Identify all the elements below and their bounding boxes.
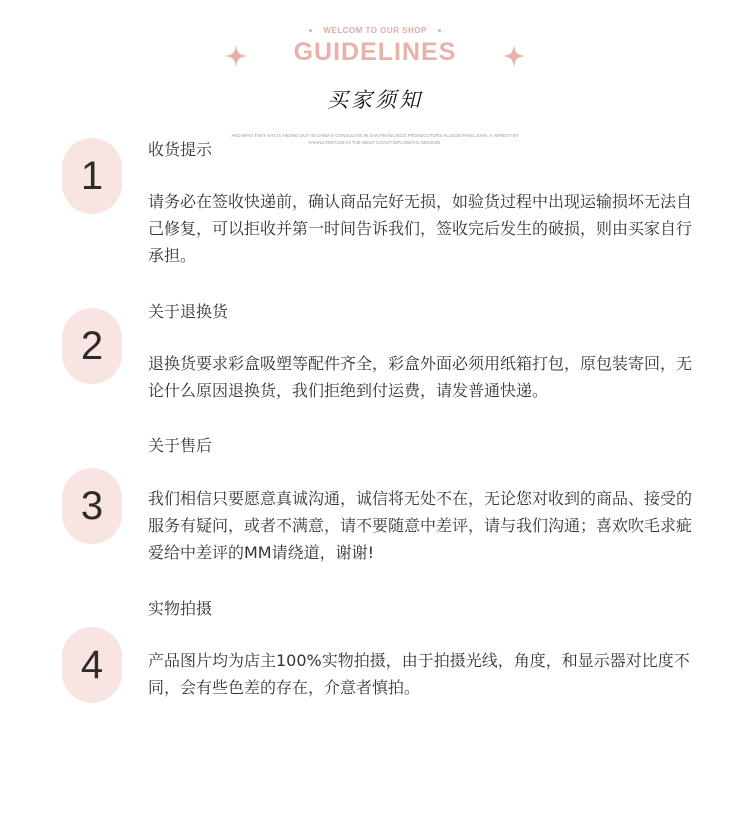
four-point-star-icon bbox=[502, 44, 526, 68]
section-body: 产品图片均为店主100%实物拍摄，由于拍摄光线，角度，和显示器对比度不同，会有些色差的存在，介意者慎拍。 bbox=[148, 651, 690, 697]
section-number-badge: 3 bbox=[62, 468, 122, 544]
tagline: AND WHO THEY SAY IS HIDING OUT IN CHINA'S CONSULATE IN SAN FRANCISCO,PROSECUTORS ALLEGE.FANG JUAN, A ARREST BY TAKING REFUGE IN THE WEST COAST DIPLOMATIC MISSION. bbox=[231, 133, 519, 145]
welcome-text: WELCOM TO OUR SHOP bbox=[323, 26, 427, 35]
welcome-line bbox=[0, 26, 750, 35]
dot-icon bbox=[309, 29, 312, 32]
guidelines-header bbox=[0, 0, 750, 150]
section-number-badge: 1 bbox=[62, 138, 122, 214]
section-number-badge: 2 bbox=[62, 308, 122, 384]
dot-icon bbox=[438, 29, 441, 32]
section-number-badge: 4 bbox=[62, 627, 122, 703]
section-body: 请务必在签收快递前，确认商品完好无损，如验货过程中出现运输损坏无法自己修复，可以拒收并第一时间告诉我们，签收完后发生的破损，则由买家自行承担。 bbox=[148, 192, 693, 265]
section-title: 实物拍摄 bbox=[148, 599, 213, 618]
section-body: 退换货要求彩盒吸塑等配件齐全，彩盒外面必须用纸箱打包，原包装寄回，无论什么原因退换货，我们拒绝到付运费，请发普通快递。 bbox=[148, 354, 693, 400]
section-title: 收货提示 bbox=[148, 140, 213, 159]
page-title: GUIDELINES bbox=[293, 38, 457, 66]
section-title: 关于售后 bbox=[148, 436, 213, 455]
page-subtitle: 买家须知 bbox=[327, 88, 423, 112]
section-body: 我们相信只要愿意真诚沟通，诚信将无处不在，无论您对收到的商品、接受的服务有疑问，或者不满意，请不要随意中差评，请与我们沟通；喜欢吹毛求疵爱给中差评的MM请绕道，谢谢! bbox=[148, 489, 693, 562]
section-title: 关于退换货 bbox=[148, 302, 229, 321]
